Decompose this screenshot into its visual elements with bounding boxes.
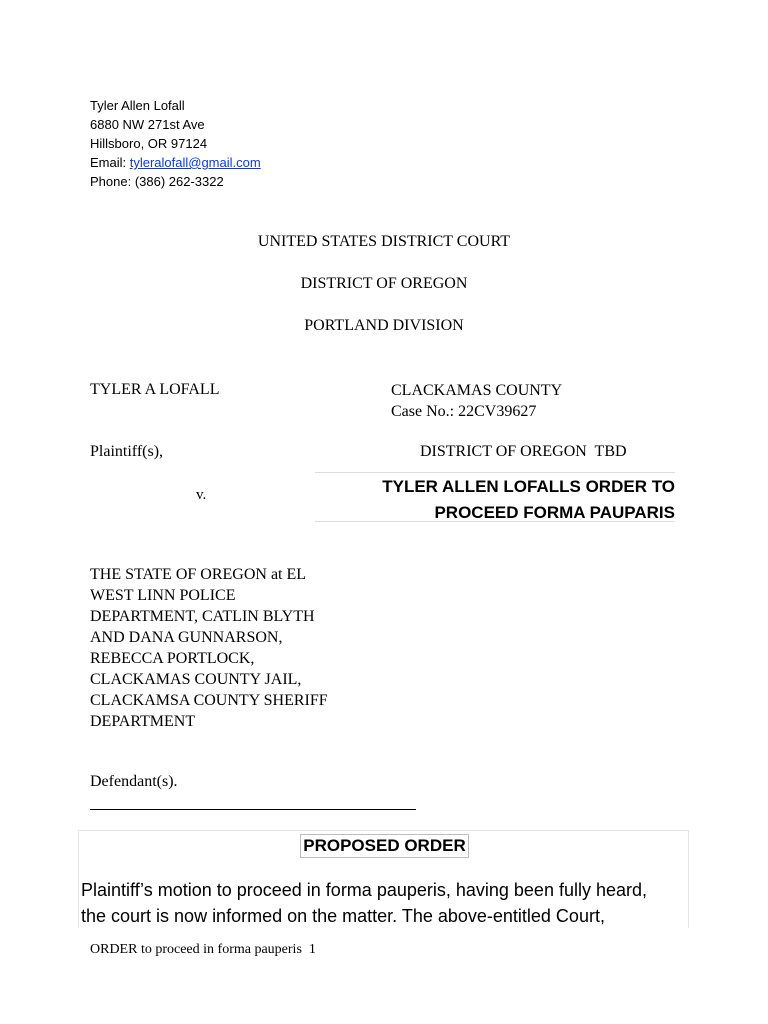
page-footer: ORDER to proceed in forma pauperis 1	[90, 942, 316, 957]
county-label: CLACKAMAS COUNTY	[391, 382, 563, 399]
order-heading-row	[79, 834, 689, 858]
order-line: the court is now informed on the matter. The above-entitled Court,	[81, 906, 605, 926]
district-case: DISTRICT OF OREGON TBD	[420, 443, 627, 460]
contact-name: Tyler Allen Lofall	[90, 98, 185, 113]
caption-divider	[90, 809, 416, 810]
case-title	[315, 472, 675, 522]
defendant-label: Defendant(s).	[90, 773, 178, 790]
order-body	[81, 877, 689, 928]
contact-email-row	[90, 153, 261, 172]
case-title-line2: PROCEED FORMA PAUPARIS	[434, 503, 675, 522]
case-title-line1: TYLER ALLEN LOFALLS ORDER TO	[382, 477, 675, 496]
order-section	[78, 830, 689, 928]
plaintiff-name: TYLER A LOFALL	[90, 381, 220, 398]
defendants-list	[90, 564, 328, 732]
contact-street: 6880 NW 271st Ave	[90, 117, 205, 132]
defendant-line: REBECCA PORTLOCK,	[90, 650, 255, 667]
defendant-line: CLACKAMAS COUNTY JAIL,	[90, 671, 302, 688]
contact-city: Hillsboro, OR 97124	[90, 136, 208, 151]
court-name: UNITED STATES DISTRICT COURT	[257, 233, 511, 250]
court-division: PORTLAND DIVISION	[304, 317, 464, 334]
defendant-line: DEPARTMENT	[90, 713, 196, 730]
court-district: DISTRICT OF OREGON	[300, 275, 468, 292]
email-label: Email:	[90, 155, 130, 170]
defendant-line: AND DANA GUNNARSON,	[90, 629, 283, 646]
contact-block	[90, 96, 261, 191]
defendant-line: CLACKAMSA COUNTY SHERIFF	[90, 692, 328, 709]
order-heading: PROPOSED ORDER	[300, 834, 468, 858]
defendant-line: WEST LINN POLICE	[90, 587, 236, 604]
contact-phone: Phone: (386) 262-3322	[90, 174, 224, 189]
defendant-line: DEPARTMENT, CATLIN BLYTH	[90, 608, 315, 625]
plaintiff-label: Plaintiff(s),	[90, 443, 164, 460]
versus-label: v.	[196, 487, 207, 503]
defendant-line: THE STATE OF OREGON at EL	[90, 566, 307, 583]
order-line: Plaintiff’s motion to proceed in forma pauperis, having been fully heard,	[81, 880, 647, 900]
case-number: Case No.: 22CV39627	[391, 403, 537, 420]
email-link[interactable]: tyleralofall@gmail.com	[129, 155, 261, 170]
